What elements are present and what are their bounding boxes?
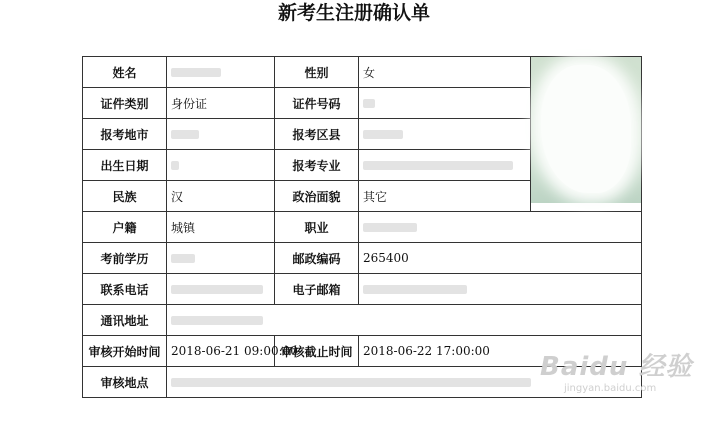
postcode-label: 邮政编码 bbox=[275, 243, 359, 274]
education-label: 考前学历 bbox=[83, 243, 167, 274]
redacted-block bbox=[363, 285, 467, 294]
education-value bbox=[167, 243, 275, 274]
table-row bbox=[83, 305, 642, 336]
hukou-value: 城镇 bbox=[167, 212, 275, 243]
review-end-label: 审核截止时间 bbox=[275, 336, 359, 367]
phone-value bbox=[167, 274, 275, 305]
idnum-value bbox=[359, 88, 531, 119]
address-label: 通讯地址 bbox=[83, 305, 167, 336]
redacted-block bbox=[363, 130, 403, 139]
redacted-block bbox=[171, 316, 263, 325]
idtype-label: 证件类别 bbox=[83, 88, 167, 119]
name-label: 姓名 bbox=[83, 57, 167, 88]
major-label: 报考专业 bbox=[275, 150, 359, 181]
occupation-value bbox=[359, 212, 642, 243]
ethnic-label: 民族 bbox=[83, 181, 167, 212]
idnum-label: 证件号码 bbox=[275, 88, 359, 119]
political-label: 政治面貌 bbox=[275, 181, 359, 212]
watermark-url: jingyan.baidu.com bbox=[564, 383, 657, 394]
idtype-value: 身份证 bbox=[167, 88, 275, 119]
review-place-label: 审核地点 bbox=[83, 367, 167, 398]
name-value bbox=[167, 57, 275, 88]
table-row bbox=[83, 212, 642, 243]
photo-image bbox=[531, 57, 641, 203]
gender-label: 性别 bbox=[275, 57, 359, 88]
redacted-block bbox=[171, 68, 221, 77]
watermark-brand: Baidu 经验 bbox=[540, 352, 693, 382]
district-value bbox=[359, 119, 531, 150]
city-label: 报考地市 bbox=[83, 119, 167, 150]
political-value: 其它 bbox=[359, 181, 531, 212]
gender-value: 女 bbox=[359, 57, 531, 88]
review-start-label: 审核开始时间 bbox=[83, 336, 167, 367]
review-end-value: 2018-06-22 17:00:00 bbox=[359, 336, 642, 367]
address-value bbox=[167, 305, 642, 336]
major-value bbox=[359, 150, 531, 181]
page-title: 新考生注册确认单 bbox=[277, 2, 430, 24]
city-value bbox=[167, 119, 275, 150]
redacted-block bbox=[363, 223, 417, 232]
redacted-block bbox=[171, 254, 195, 263]
photo-cell bbox=[531, 57, 642, 212]
baidu-watermark bbox=[540, 346, 700, 406]
postcode-value: 265400 bbox=[359, 243, 642, 274]
birth-value bbox=[167, 150, 275, 181]
review-start-value: 2018-06-21 09:00:00 bbox=[167, 336, 275, 367]
birth-label: 出生日期 bbox=[83, 150, 167, 181]
redacted-block bbox=[363, 99, 375, 108]
redacted-block bbox=[363, 161, 513, 170]
table-row bbox=[83, 57, 642, 88]
redacted-block bbox=[171, 130, 199, 139]
email-value bbox=[359, 274, 642, 305]
occupation-label: 职业 bbox=[275, 212, 359, 243]
ethnic-value: 汉 bbox=[167, 181, 275, 212]
redacted-block bbox=[171, 285, 263, 294]
redacted-block bbox=[171, 161, 179, 170]
redacted-block bbox=[171, 378, 531, 387]
table-row bbox=[83, 243, 642, 274]
phone-label: 联系电话 bbox=[83, 274, 167, 305]
district-label: 报考区县 bbox=[275, 119, 359, 150]
email-label: 电子邮箱 bbox=[275, 274, 359, 305]
hukou-label: 户籍 bbox=[83, 212, 167, 243]
table-row bbox=[83, 274, 642, 305]
